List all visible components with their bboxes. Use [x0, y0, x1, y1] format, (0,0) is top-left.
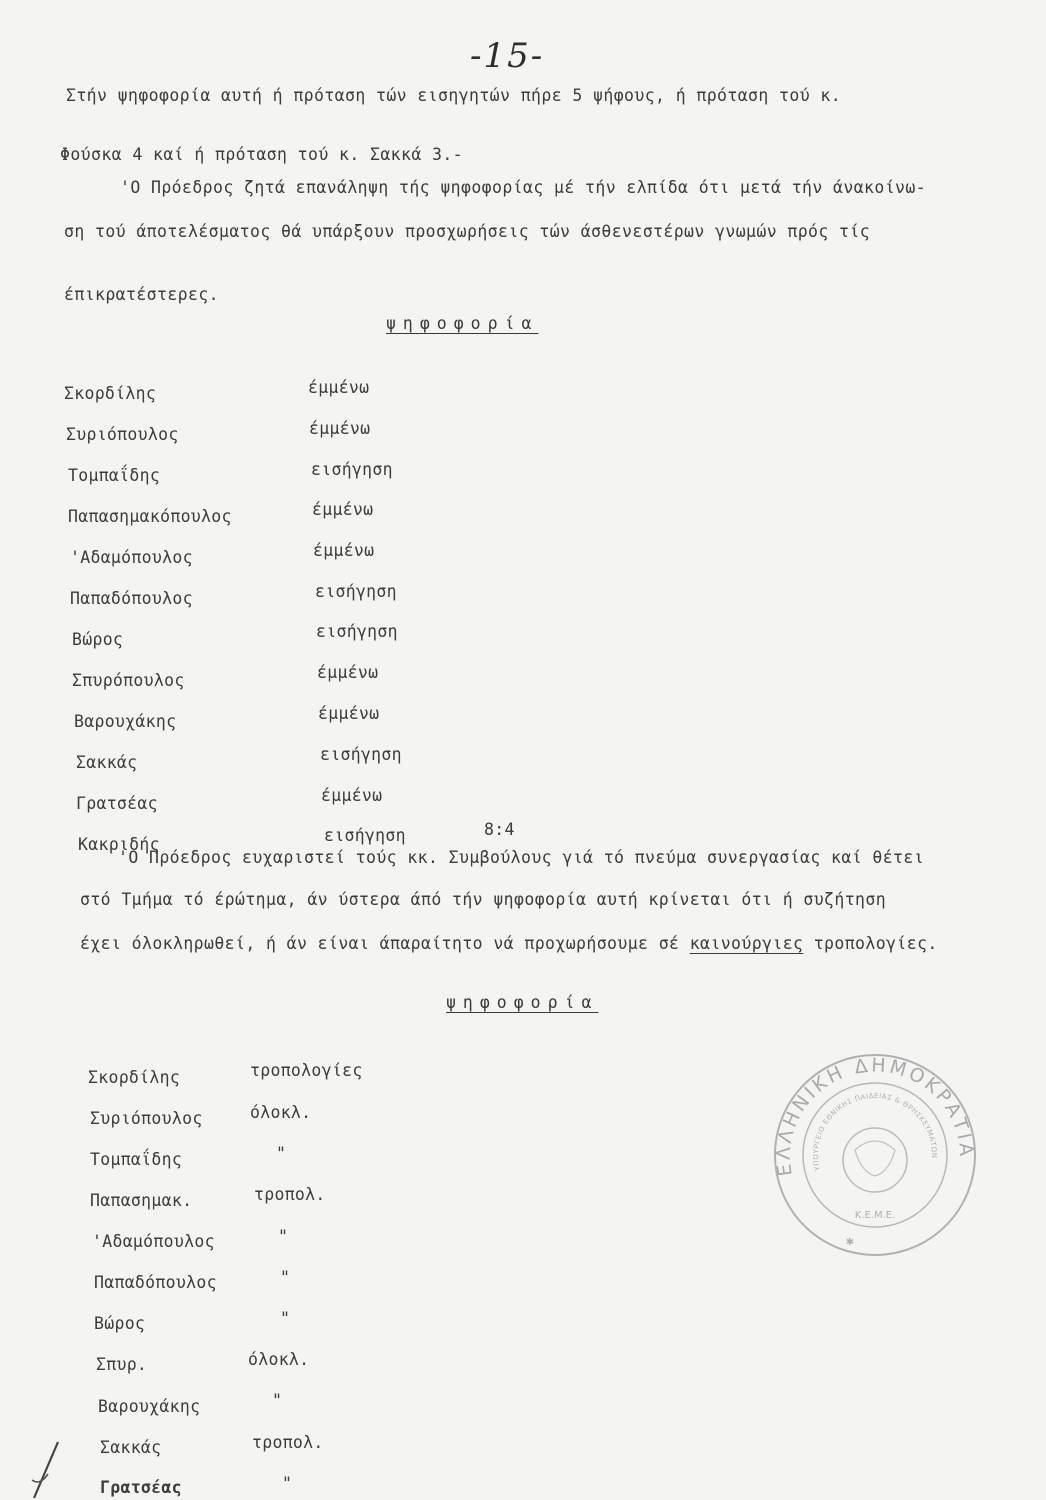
vote1-name: Παπαδόπουλος: [70, 589, 193, 608]
vote1-name: Βώρος: [72, 630, 124, 649]
vote1-name: 'Αδαμόπουλος: [70, 548, 193, 567]
vote2-vote: τροπολ.: [254, 1185, 326, 1204]
vote1-vote: έμμένω: [321, 786, 383, 805]
svg-text:✱: ✱: [845, 1237, 855, 1248]
vote1-vote: έμμένω: [312, 500, 374, 519]
vote2-name: Βώρος: [94, 1314, 146, 1333]
vote2-name: Γρατσέας: [100, 1478, 182, 1497]
vote2-name: Σακκάς: [100, 1438, 162, 1457]
vote2-vote: όλοκλ.: [248, 1350, 310, 1369]
handwritten-mark: [20, 1440, 80, 1500]
para2-line-3: έπικρατέστερες.: [64, 285, 220, 304]
vote1-vote: εισήγηση: [311, 460, 393, 479]
vote1-name: Παπασημακόπουλος: [68, 507, 232, 526]
vote1-name: Σπυρόπουλος: [72, 671, 185, 690]
intro-line-2: Φούσκα 4 καί ή πρόταση τού κ. Σακκά 3.-: [60, 145, 464, 164]
vote2-vote: τροπολογίες: [250, 1061, 363, 1080]
vote2-vote: ": [280, 1268, 291, 1287]
vote1-vote: έμμένω: [308, 378, 370, 397]
para3-line-2: στό Τμήμα τό έρώτημα, άν ύστερα άπό τήν ψηφοφορία αυτή κρίνεται ότι ή συζήτηση: [80, 890, 887, 909]
para3-line-3: έχει όλοκληρωθεί, ή άν είναι άπαραίτητο νά προχωρήσουμε σέ καινούργιες τροπολογίες.: [80, 934, 938, 953]
vote1-vote: έμμένω: [309, 419, 371, 438]
vote1-vote: έμμένω: [313, 541, 375, 560]
vote1-name: Συριόπουλος: [66, 425, 179, 444]
official-stamp: [770, 1050, 980, 1260]
vote2-vote: ": [280, 1309, 291, 1328]
intro-line-1: Στήν ψηφοφορία αυτή ή πρόταση τών εισηγητών πήρε 5 ψήφους, ή πρόταση τού κ.: [66, 86, 842, 105]
vote1-name: Βαρουχάκης: [74, 712, 177, 731]
vote1-vote: εισήγηση: [320, 745, 402, 764]
vote2-name: Βαρουχάκης: [98, 1397, 201, 1416]
svg-text:ΕΛΛΗΝΙΚΗ ΔΗΜΟΚΡΑΤΙΑ: ΕΛΛΗΝΙΚΗ ΔΗΜΟΚΡΑΤΙΑ: [772, 1054, 978, 1178]
vote2-name: 'Αδαμόπουλος: [92, 1232, 215, 1251]
vote2-vote: ": [276, 1144, 287, 1163]
vote2-name: Σκορδίλης: [88, 1068, 181, 1087]
vote1-heading: ψηφοφορία: [386, 314, 539, 333]
vote2-name: Παπαδόπουλος: [94, 1273, 217, 1292]
vote2-name: Τομπαΐδης: [90, 1150, 183, 1169]
vote1-name: Τομπαΐδης: [68, 466, 161, 485]
vote2-vote: ": [272, 1391, 283, 1410]
vote1-vote: εισήγηση: [315, 582, 397, 601]
para3-line-1: 'Ο Πρόεδρος ευχαριστεί τούς κκ. Συμβούλους γιά τό πνεύμα συνεργασίας καί θέτει: [118, 848, 925, 867]
vote2-vote: ": [282, 1474, 293, 1493]
vote1-vote: έμμένω: [317, 663, 379, 682]
vote1-result: 8:4: [484, 820, 515, 839]
underlined-word: καινούργιες: [689, 934, 804, 953]
vote1-vote: έμμένω: [318, 704, 380, 723]
vote2-vote: όλοκλ.: [250, 1103, 312, 1122]
para2-line-1: 'Ο Πρόεδρος ζητά επανάληψη τής ψηφοφορίας μέ τήν ελπίδα ότι μετά τήν άνακοίνω-: [120, 178, 927, 197]
vote2-vote: τροπολ.: [252, 1433, 324, 1452]
vote2-heading: ψηφοφορία: [446, 993, 599, 1012]
para2-line-2: ση τού άποτελέσματος θά υπάρξουν προσχωρήσεις τών άσθενεστέρων γνωμών πρός τίς: [64, 222, 871, 241]
vote1-name: Γρατσέας: [76, 794, 158, 813]
vote1-vote: εισήγηση: [316, 622, 398, 641]
svg-text:Κ.Ε.Μ.Ε.: Κ.Ε.Μ.Ε.: [854, 1210, 896, 1221]
vote2-name: Συριόπουλος: [90, 1109, 203, 1128]
page-number: -15-: [470, 36, 545, 76]
vote1-name: Σακκάς: [76, 753, 138, 772]
vote2-name: Παπασημακ.: [90, 1191, 193, 1210]
vote1-name: Σκορδίλης: [64, 384, 157, 403]
vote1-name: Κακριδής: [78, 835, 160, 854]
vote2-name: Σπυρ.: [96, 1355, 148, 1374]
vote2-vote: ": [278, 1227, 289, 1246]
svg-text:ΥΠΟΥΡΓΕΙΟ ΕΘΝΙΚΗΣ ΠΑΙΔΕΙΑΣ & Θ: ΥΠΟΥΡΓΕΙΟ ΕΘΝΙΚΗΣ ΠΑΙΔΕΙΑΣ & ΘΡΗΣΚΕΥΜΑΤΩΝ: [811, 1091, 939, 1172]
vote1-vote: εισήγηση: [324, 826, 406, 845]
